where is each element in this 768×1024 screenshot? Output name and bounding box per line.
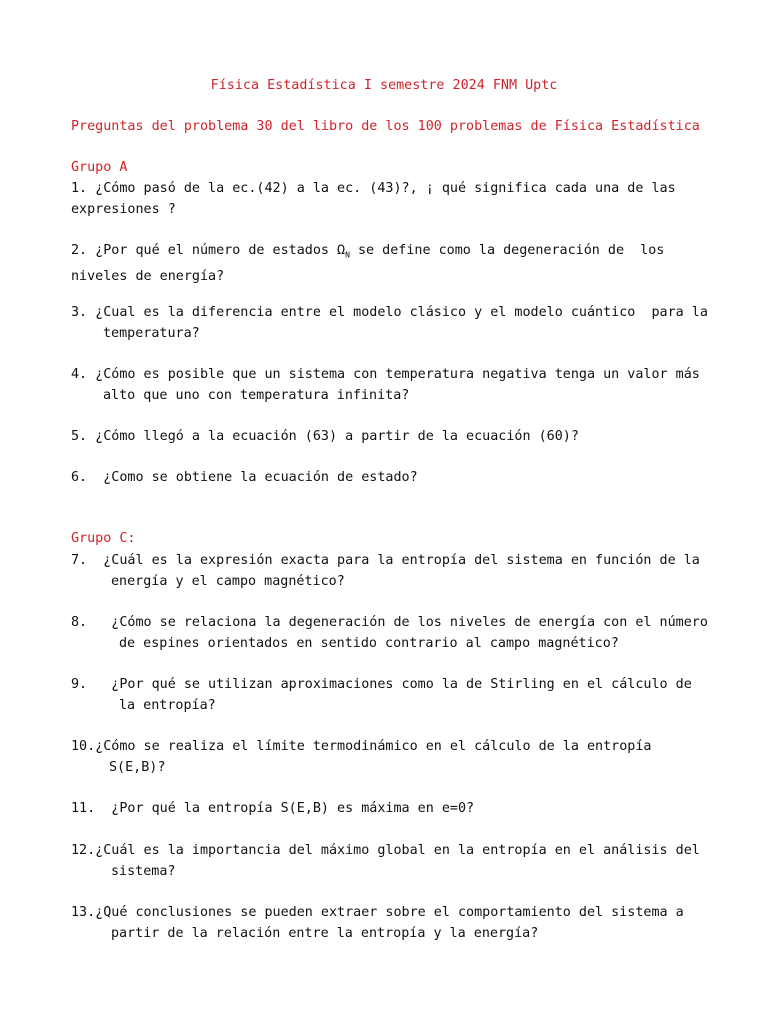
question-text-cont: niveles de energía? (71, 268, 225, 284)
question-number: 6. (71, 470, 88, 485)
question-text: ¿Por qué el número de estados Ω (95, 243, 346, 258)
question-text-cont: de espines orientados en sentido contrario al campo magnético? (119, 636, 619, 651)
question-12 (71, 840, 711, 882)
question-number: 2. (71, 243, 88, 258)
question-text-cont: sistema? (111, 864, 176, 879)
question-text: ¿Por qué se utilizan aproximaciones como la de Stirling en el cálculo de (95, 677, 692, 692)
page-subtitle: Preguntas del problema 30 del libro de los 100 problemas de Física Estadística (71, 119, 700, 134)
question-8 (71, 612, 711, 654)
question-9 (71, 674, 711, 716)
question-6 (71, 467, 711, 488)
question-number: 3. (71, 305, 88, 320)
question-text-cont: partir de la relación entre la entropía y la energía? (111, 926, 539, 941)
question-number: 10. (71, 739, 96, 754)
question-11 (71, 798, 711, 819)
question-number: 4. (71, 367, 88, 382)
question-1 (71, 178, 711, 220)
question-text: se define como la degeneración de los (349, 243, 665, 258)
question-text: ¿Qué conclusiones se pueden extraer sobre el comportamiento del sistema a (95, 905, 684, 920)
group-a-heading: Grupo A (71, 160, 128, 175)
question-number: 5. (71, 429, 88, 444)
question-5 (71, 426, 711, 447)
question-13 (71, 902, 711, 944)
question-text-cont: la entropía? (119, 698, 216, 713)
question-2 (71, 240, 711, 287)
question-number: 1. (71, 181, 88, 196)
question-text: ¿Cómo llegó a la ecuación (63) a partir de la ecuación (60)? (95, 429, 579, 444)
question-text: ¿Por qué la entropía S(E,B) es máxima en e=0? (103, 801, 475, 816)
question-text: ¿Cómo pasó de la ec.(42) a la ec. (43)?, ¡ qué significa cada una de las (95, 181, 676, 196)
question-text: ¿Cómo se relaciona la degeneración de los niveles de energía con el número (95, 615, 708, 630)
page-title: Física Estadística I semestre 2024 FNM Uptc (210, 78, 558, 93)
question-number: 12. (71, 843, 96, 858)
question-text-cont: temperatura? (103, 326, 200, 341)
question-text: ¿Como se obtiene la ecuación de estado? (95, 470, 418, 485)
group-c-heading: Grupo C: (71, 531, 136, 546)
question-text: ¿Cómo es posible que un sistema con temperatura negativa tenga un valor más (95, 367, 700, 382)
subscript: N (345, 250, 350, 260)
question-text-cont: alto que uno con temperatura infinita? (103, 388, 410, 403)
question-text: ¿Cómo se realiza el límite termodinámico en el cálculo de la entropía (95, 739, 652, 754)
question-7 (71, 550, 711, 592)
question-number: 8. (71, 615, 88, 630)
question-number: 13. (71, 905, 96, 920)
question-number: 7. (71, 553, 88, 568)
question-3 (71, 302, 711, 344)
question-text-cont: S(E,B)? (109, 760, 166, 775)
question-text-cont: energía y el campo magnético? (111, 574, 345, 589)
question-number: 11. (71, 801, 96, 816)
question-text: ¿Cual es la diferencia entre el modelo clásico y el modelo cuántico para la (95, 305, 708, 320)
question-10 (71, 736, 711, 778)
question-text: ¿Cuál es la expresión exacta para la entropía del sistema en función de la (95, 553, 700, 568)
question-text-cont: expresiones ? (71, 202, 176, 217)
question-4 (71, 364, 711, 406)
question-text: ¿Cuál es la importancia del máximo global en la entropía en el análisis del (95, 843, 700, 858)
question-number: 9. (71, 677, 88, 692)
